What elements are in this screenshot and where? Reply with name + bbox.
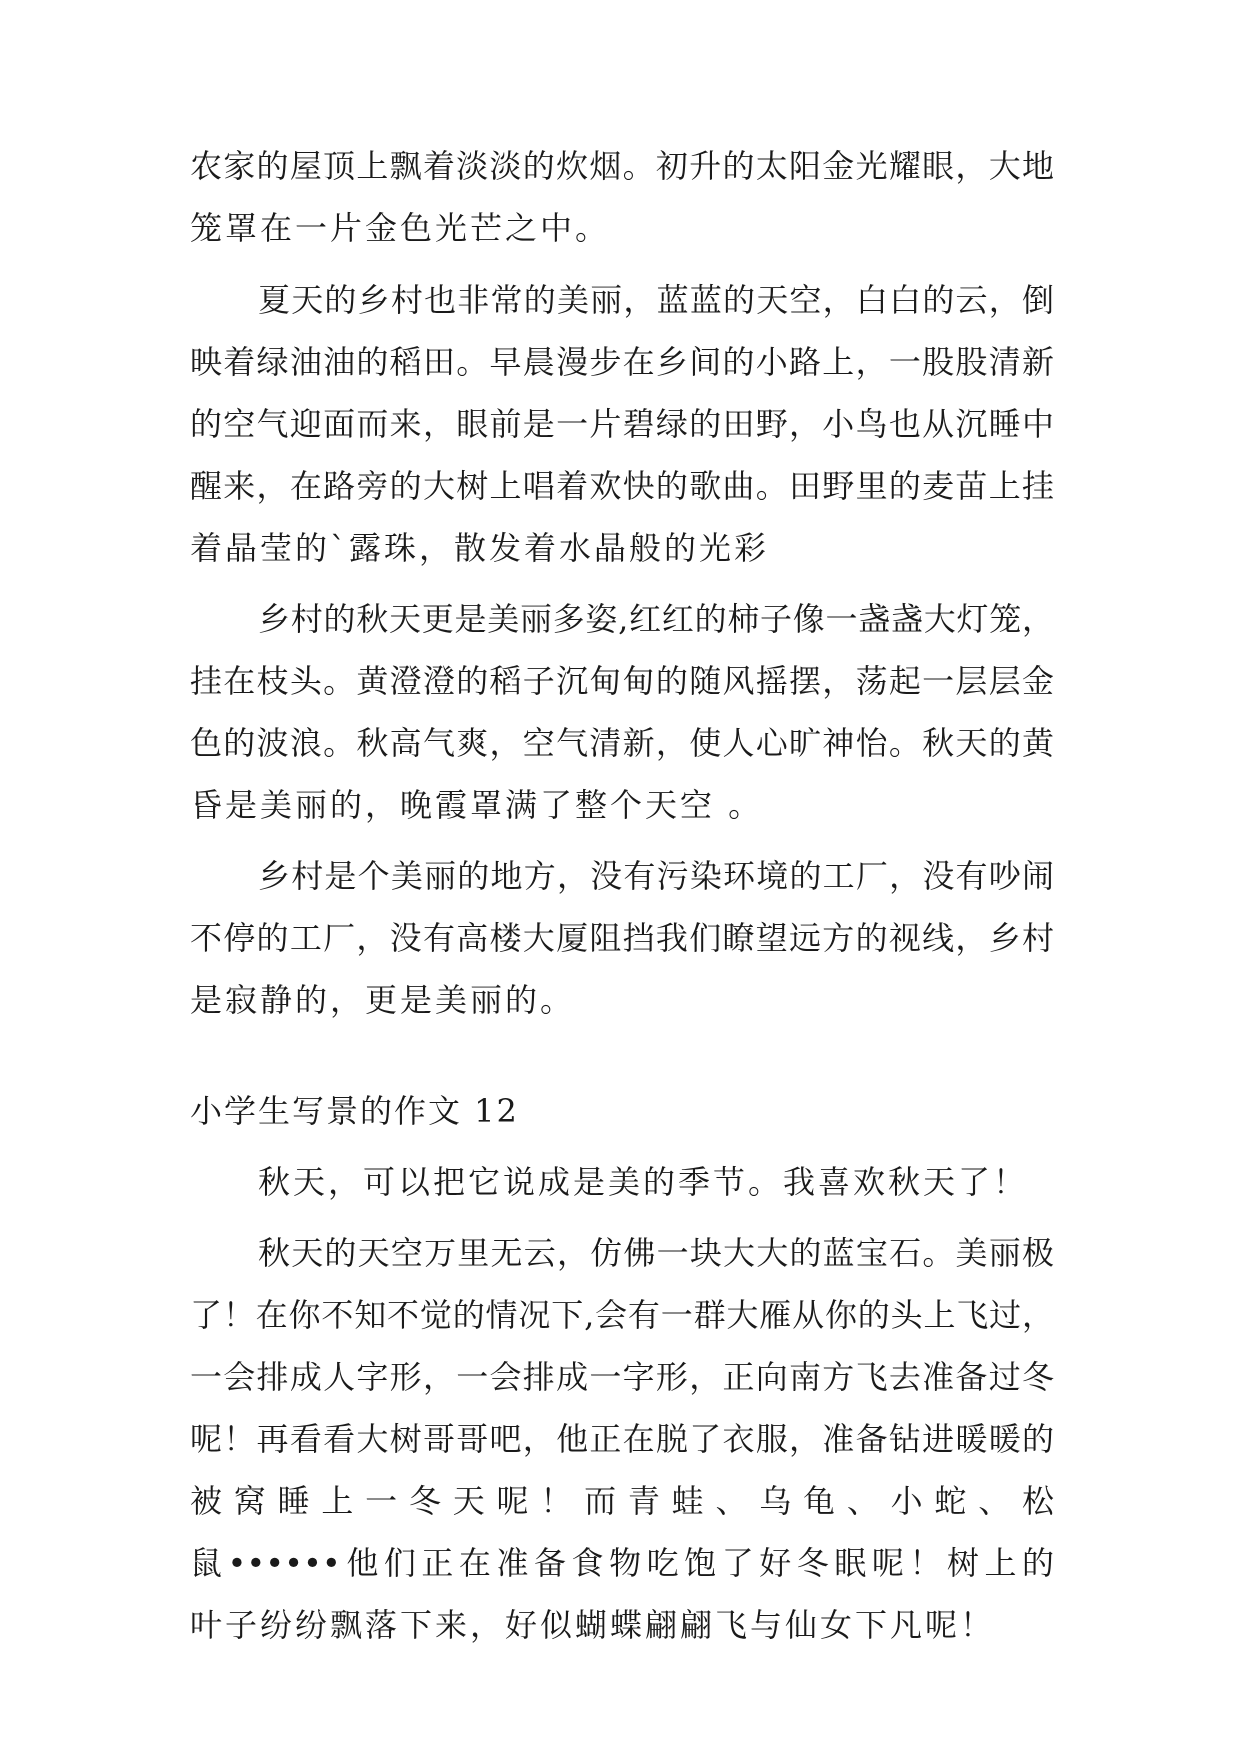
- text-line: 农家的屋顶上飘着淡淡的炊烟。初升的太阳金光耀眼，大地: [190, 147, 1054, 185]
- text-line: 笼罩在一片金色光芒之中。: [190, 209, 611, 247]
- text-line: 一会排成人字形，一会排成一字形，正向南方飞去准备过冬: [190, 1358, 1054, 1396]
- text-line: 不停的工厂，没有高楼大厦阻挡我们瞭望远方的视线，乡村: [190, 919, 1054, 957]
- text-line: 秋天，可以把它说成是美的季节。我喜欢秋天了！: [258, 1163, 1029, 1201]
- text-line: 映着绿油油的稻田。早晨漫步在乡间的小路上，一股股清新: [190, 343, 1054, 381]
- text-line: 夏天的乡村也非常的美丽，蓝蓝的天空，白白的云，倒: [258, 281, 1054, 319]
- text-line: 挂在枝头。黄澄澄的稻子沉甸甸的随风摇摆，荡起一层层金: [190, 662, 1054, 700]
- section-heading: 小学生写景的作文 12: [190, 1092, 519, 1130]
- text-line: 乡村的秋天更是美丽多姿,红红的柿子像一盏盏大灯笼，: [258, 600, 1054, 638]
- text-line: 色的波浪。秋高气爽，空气清新，使人心旷神怡。秋天的黄: [190, 724, 1054, 762]
- text-line: 秋天的天空万里无云，仿佛一块大大的蓝宝石。美丽极: [258, 1234, 1054, 1272]
- text-line: 叶子纷纷飘落下来，好似蝴蝶翩翩飞与仙女下凡呢！: [190, 1606, 996, 1644]
- text-line: 被 窝 睡 上 一 冬 天 呢 ！ 而 青 蛙 、 乌 龟 、 小 蛇 、 松: [190, 1482, 1054, 1520]
- text-line: 的空气迎面而来，眼前是一片碧绿的田野，小鸟也从沉睡中: [190, 405, 1054, 443]
- text-line: 鼠••••••他们正在准备食物吃饱了好冬眠呢！树上的: [190, 1544, 1054, 1582]
- text-line: 呢！再看看大树哥哥吧，他正在脱了衣服，准备钻进暖暖的: [190, 1420, 1054, 1458]
- text-line: 乡村是个美丽的地方，没有污染环境的工厂，没有吵闹: [258, 857, 1054, 895]
- text-line: 是寂静的，更是美丽的。: [190, 981, 576, 1019]
- text-line: 醒来，在路旁的大树上唱着欢快的歌曲。田野里的麦苗上挂: [190, 467, 1054, 505]
- text-line: 昏是美丽的，晚霞罩满了整个天空 。: [190, 786, 764, 824]
- text-line: 着晶莹的`露珠，散发着水晶般的光彩: [190, 529, 770, 567]
- text-line: 了！在你不知不觉的情况下,会有一群大雁从你的头上飞过，: [190, 1296, 1054, 1334]
